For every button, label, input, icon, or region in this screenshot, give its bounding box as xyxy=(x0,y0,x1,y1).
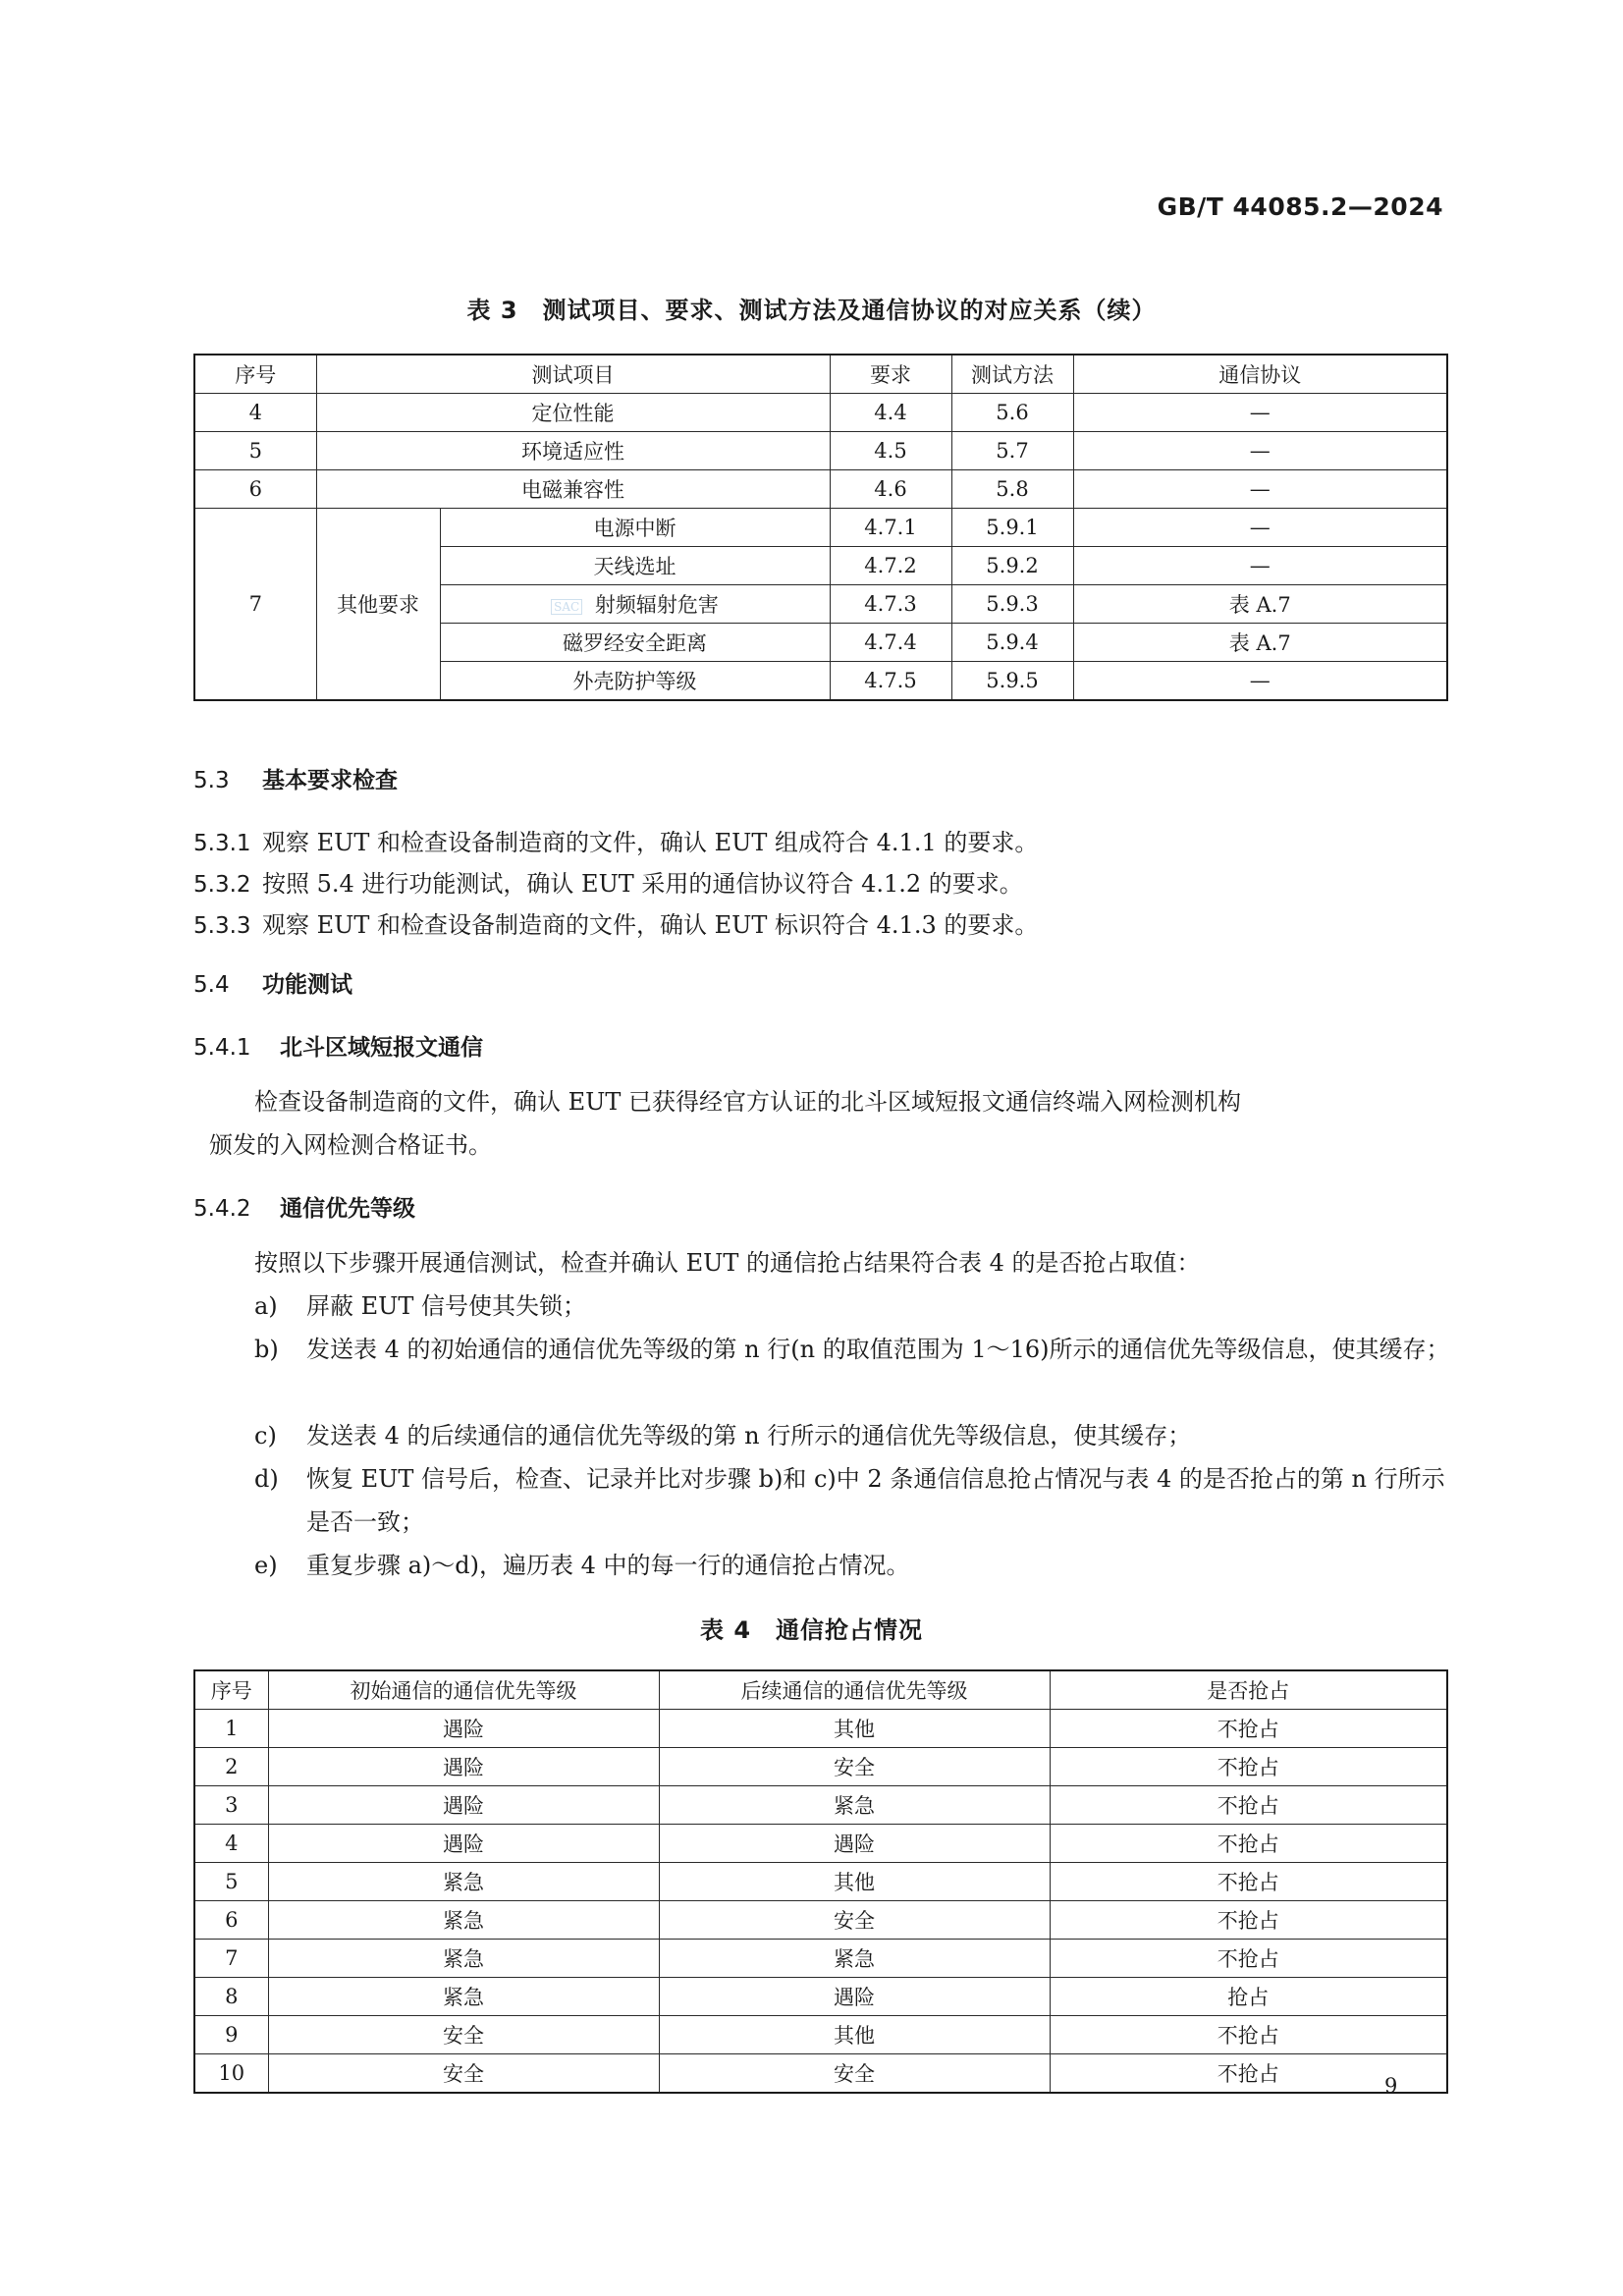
table-cell: 4.7.4 xyxy=(830,624,951,662)
step-e xyxy=(254,1544,1462,1587)
table-cell: 1 xyxy=(194,1710,268,1748)
table-cell: 安全 xyxy=(659,1901,1050,1940)
table-row xyxy=(194,1748,1447,1786)
sac-watermark: SAC xyxy=(551,599,582,615)
section-number: 5.3 xyxy=(193,768,230,793)
table-cell: 不抢占 xyxy=(1050,1748,1447,1786)
table-cell: 定位性能 xyxy=(316,394,830,432)
table4-header-cell: 是否抢占 xyxy=(1050,1670,1447,1710)
table-cell: 电磁兼容性 xyxy=(316,470,830,509)
table4-caption: 表 4 通信抢占情况 xyxy=(699,1616,924,1644)
para-5-4-2-intro: 按照以下步骤开展通信测试，检查并确认 EUT 的通信抢占结果符合表 4 的是否抢占取值： xyxy=(254,1249,1201,1277)
table-cell: 4 xyxy=(194,1825,268,1863)
section-title: 北斗区域短报文通信 xyxy=(280,1035,483,1061)
table-cell: 5.9.3 xyxy=(951,585,1073,624)
table3-header-cell: 要求 xyxy=(830,355,951,394)
table-cell xyxy=(440,585,830,624)
table-cell: 不抢占 xyxy=(1050,1710,1447,1748)
table-cell: 紧急 xyxy=(268,1863,659,1901)
table-cell: 3 xyxy=(194,1786,268,1825)
clause-text: 按照 5.4 进行功能测试，确认 EUT 采用的通信协议符合 4.1.2 的要求。 xyxy=(262,870,1023,898)
section-number: 5.4 xyxy=(193,972,230,998)
table-cell: 4.5 xyxy=(830,432,951,470)
clause-5-3-2 xyxy=(193,864,1023,899)
table-cell: 安全 xyxy=(268,2054,659,2094)
standard-number: GB/T 44085.2—2024 xyxy=(1157,192,1443,221)
table-cell: 不抢占 xyxy=(1050,1901,1447,1940)
step-text: 恢复 EUT 信号后，检查、记录并比对步骤 b)和 c)中 2 条通信信息抢占情况与表 4 的是否抢占的第 n 行所示是否一致； xyxy=(306,1465,1445,1536)
table-cell: 不抢占 xyxy=(1050,2016,1447,2054)
table3-header-cell: 测试方法 xyxy=(951,355,1073,394)
table-cell: 天线选址 xyxy=(440,547,830,585)
para-5-4-1-line2: 颁发的入网检测合格证书。 xyxy=(209,1131,492,1159)
table-cell: 5 xyxy=(194,1863,268,1901)
table-cell: 紧急 xyxy=(268,1940,659,1978)
clause-text: 观察 EUT 和检查设备制造商的文件，确认 EUT 标识符合 4.1.3 的要求。 xyxy=(262,911,1039,939)
table-cell: 紧急 xyxy=(268,1901,659,1940)
section-title: 基本要求检查 xyxy=(262,768,398,793)
table-row xyxy=(194,1978,1447,2016)
table-row xyxy=(194,394,1447,432)
clause-5-3-1 xyxy=(193,823,1038,857)
step-label: b) xyxy=(254,1336,279,1363)
table-cell: — xyxy=(1073,470,1447,509)
table-cell: 不抢占 xyxy=(1050,1863,1447,1901)
table-cell: 表 A.7 xyxy=(1073,585,1447,624)
table-cell: 4.7.3 xyxy=(830,585,951,624)
table-cell: 10 xyxy=(194,2054,268,2094)
table3 xyxy=(193,354,1448,701)
page-number: 9 xyxy=(1384,2074,1398,2098)
table-cell: 5.9.4 xyxy=(951,624,1073,662)
table-cell: 7 xyxy=(194,509,316,701)
table-cell: 5.9.1 xyxy=(951,509,1073,547)
table-cell: 4.7.2 xyxy=(830,547,951,585)
table-cell: 5.7 xyxy=(951,432,1073,470)
clause-number: 5.3.2 xyxy=(193,872,251,898)
step-label: e) xyxy=(254,1552,278,1579)
step-text: 重复步骤 a)～d)，遍历表 4 中的每一行的通信抢占情况。 xyxy=(306,1552,910,1579)
clause-text: 观察 EUT 和检查设备制造商的文件，确认 EUT 组成符合 4.1.1 的要求。 xyxy=(262,829,1039,856)
step-text: 发送表 4 的初始通信的通信优先等级的第 n 行(n 的取值范围为 1～16)所示的通信优先等级信息，使其缓存； xyxy=(306,1336,1450,1363)
table-row xyxy=(194,509,1447,547)
table4-header-cell: 后续通信的通信优先等级 xyxy=(659,1670,1050,1710)
table-cell: 紧急 xyxy=(268,1978,659,2016)
table-row xyxy=(194,1786,1447,1825)
table-row xyxy=(194,2016,1447,2054)
section-title: 功能测试 xyxy=(262,972,352,998)
table-cell: 安全 xyxy=(659,1748,1050,1786)
table-cell: 9 xyxy=(194,2016,268,2054)
section-number: 5.4.2 xyxy=(193,1196,251,1222)
table-cell: — xyxy=(1073,432,1447,470)
table-cell: 不抢占 xyxy=(1050,1825,1447,1863)
clause-5-3-3 xyxy=(193,905,1038,940)
table-cell: 安全 xyxy=(268,2016,659,2054)
table3-header-row xyxy=(194,355,1447,394)
table-cell: 4.6 xyxy=(830,470,951,509)
table-cell: 紧急 xyxy=(659,1786,1050,1825)
table-row xyxy=(194,1863,1447,1901)
table-cell: — xyxy=(1073,394,1447,432)
table-row xyxy=(194,1901,1447,1940)
table-cell: — xyxy=(1073,547,1447,585)
section-5-3-heading xyxy=(193,762,398,794)
section-title: 通信优先等级 xyxy=(280,1196,415,1222)
step-c xyxy=(254,1414,1462,1457)
table-cell: 其他要求 xyxy=(316,509,440,701)
table-cell: 8 xyxy=(194,1978,268,2016)
step-b xyxy=(254,1328,1462,1371)
table-cell: 5.6 xyxy=(951,394,1073,432)
table-cell: 遇险 xyxy=(268,1786,659,1825)
table-cell: 4 xyxy=(194,394,316,432)
table-cell: 电源中断 xyxy=(440,509,830,547)
table-cell: 环境适应性 xyxy=(316,432,830,470)
step-text: 发送表 4 的后续通信的通信优先等级的第 n 行所示的通信优先等级信息，使其缓存； xyxy=(306,1422,1192,1449)
table-cell: 不抢占 xyxy=(1050,1940,1447,1978)
table-cell: 4.4 xyxy=(830,394,951,432)
section-number: 5.4.1 xyxy=(193,1035,251,1061)
step-label: d) xyxy=(254,1465,279,1493)
table-row xyxy=(194,1940,1447,1978)
table-cell: 不抢占 xyxy=(1050,2054,1447,2094)
table-cell: 5.9.2 xyxy=(951,547,1073,585)
table-cell: 6 xyxy=(194,1901,268,1940)
table3-caption: 表 3 测试项目、要求、测试方法及通信协议的对应关系（续） xyxy=(466,297,1157,324)
step-a xyxy=(254,1285,1462,1328)
table3-header-cell: 通信协议 xyxy=(1073,355,1447,394)
table-cell: 磁罗经安全距离 xyxy=(440,624,830,662)
table-cell: 不抢占 xyxy=(1050,1786,1447,1825)
section-5-4-1-heading xyxy=(193,1029,483,1062)
table-cell: 4.7.5 xyxy=(830,662,951,701)
table-row xyxy=(194,2054,1447,2094)
table-cell: 外壳防护等级 xyxy=(440,662,830,701)
table-cell: 遇险 xyxy=(268,1825,659,1863)
table-cell-text: 射频辐射危害 xyxy=(594,593,719,617)
step-d xyxy=(254,1457,1462,1544)
table-cell: — xyxy=(1073,509,1447,547)
table4 xyxy=(193,1669,1448,2094)
table-cell: 遇险 xyxy=(659,1978,1050,2016)
table-cell: 安全 xyxy=(659,2054,1050,2094)
step-label: c) xyxy=(254,1422,277,1449)
table-cell: 遇险 xyxy=(659,1825,1050,1863)
table-cell: 其他 xyxy=(659,1710,1050,1748)
clause-number: 5.3.3 xyxy=(193,913,251,939)
table-cell: 遇险 xyxy=(268,1748,659,1786)
table-cell: 5.9.5 xyxy=(951,662,1073,701)
clause-number: 5.3.1 xyxy=(193,831,251,856)
table3-header-cell: 测试项目 xyxy=(316,355,830,394)
table3-header-cell: 序号 xyxy=(194,355,316,394)
table-row xyxy=(194,1710,1447,1748)
table-cell: 表 A.7 xyxy=(1073,624,1447,662)
table-row xyxy=(194,432,1447,470)
section-5-4-2-heading xyxy=(193,1190,415,1223)
table4-header-row xyxy=(194,1670,1447,1710)
table-cell: 遇险 xyxy=(268,1710,659,1748)
table-row xyxy=(194,470,1447,509)
table-cell: 其他 xyxy=(659,1863,1050,1901)
table4-header-cell: 初始通信的通信优先等级 xyxy=(268,1670,659,1710)
table-cell: 7 xyxy=(194,1940,268,1978)
table-cell: — xyxy=(1073,662,1447,701)
step-text: 屏蔽 EUT 信号使其失锁； xyxy=(306,1292,587,1320)
table-cell: 其他 xyxy=(659,2016,1050,2054)
table-cell: 紧急 xyxy=(659,1940,1050,1978)
para-5-4-1-line1: 检查设备制造商的文件，确认 EUT 已获得经官方认证的北斗区域短报文通信终端入网检测机构 xyxy=(254,1088,1242,1116)
table4-header-cell: 序号 xyxy=(194,1670,268,1710)
table-cell: 6 xyxy=(194,470,316,509)
step-label: a) xyxy=(254,1292,278,1320)
table-row xyxy=(194,1825,1447,1863)
section-5-4-heading xyxy=(193,966,352,999)
table-cell: 4.7.1 xyxy=(830,509,951,547)
table-cell: 5 xyxy=(194,432,316,470)
table-cell: 2 xyxy=(194,1748,268,1786)
table-cell: 5.8 xyxy=(951,470,1073,509)
table-cell: 抢占 xyxy=(1050,1978,1447,2016)
